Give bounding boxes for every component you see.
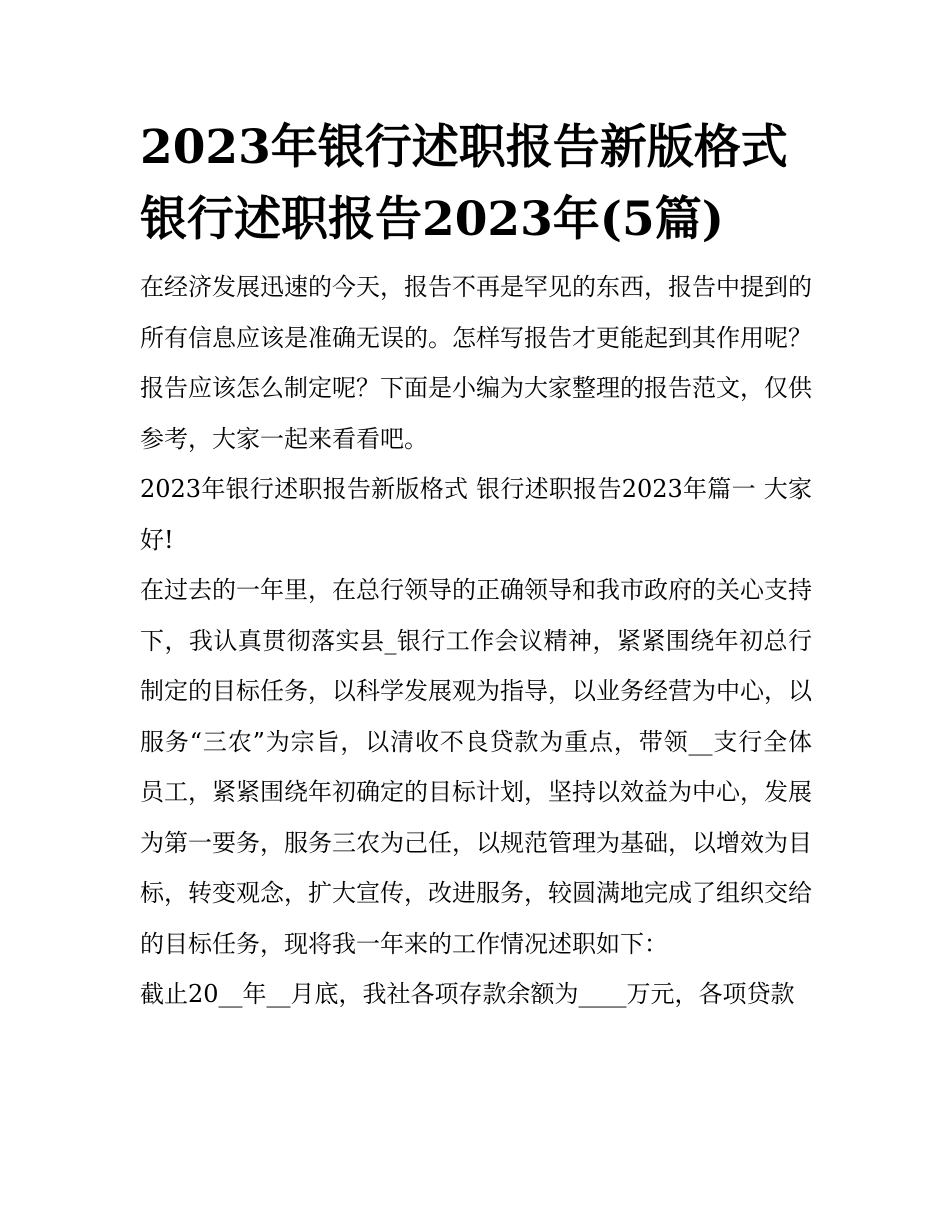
- paragraph-deposit-figures: 截止20__年__月底，我社各项存款余额为____万元，各项贷款: [140, 980, 795, 1008]
- document-title: 2023年银行述职报告新版格式 银行述职报告2023年(5篇): [140, 120, 788, 247]
- document-content: [140, 112, 812, 1020]
- document-body: [140, 262, 812, 1020]
- paragraph-work-summary: 在过去的一年里，在总行领导的正确领导和我市政府的关心支持下，我认真贯彻落实县_银行工作会议精神，紧紧围绕年初总行制定的目标任务，以科学发展观为指导，以业务经营为中心，以服务“三农”为宗旨，以清收不良贷款为重点，带领__支行全体员工，紧紧围绕年初确定的目标计划，坚持以效益为中心，发展为第一要务，服务三农为己任，以规范管理为基础，以增效为目标，转变观念，扩大宣传，改进服务，较圆满地完成了组织交给的目标任务，现将我一年来的工作情况述职如下：: [140, 576, 812, 958]
- paragraph-section-heading: 2023年银行述职报告新版格式 银行述职报告2023年篇一 大家好!: [140, 475, 812, 554]
- paragraph-intro: 在经济发展迅速的今天，报告不再是罕见的东西，报告中提到的所有信息应该是准确无误的。怎样写报告才更能起到其作用呢？报告应该怎么制定呢？下面是小编为大家整理的报告范文，仅供参考，大家一起来看看吧。: [140, 273, 812, 453]
